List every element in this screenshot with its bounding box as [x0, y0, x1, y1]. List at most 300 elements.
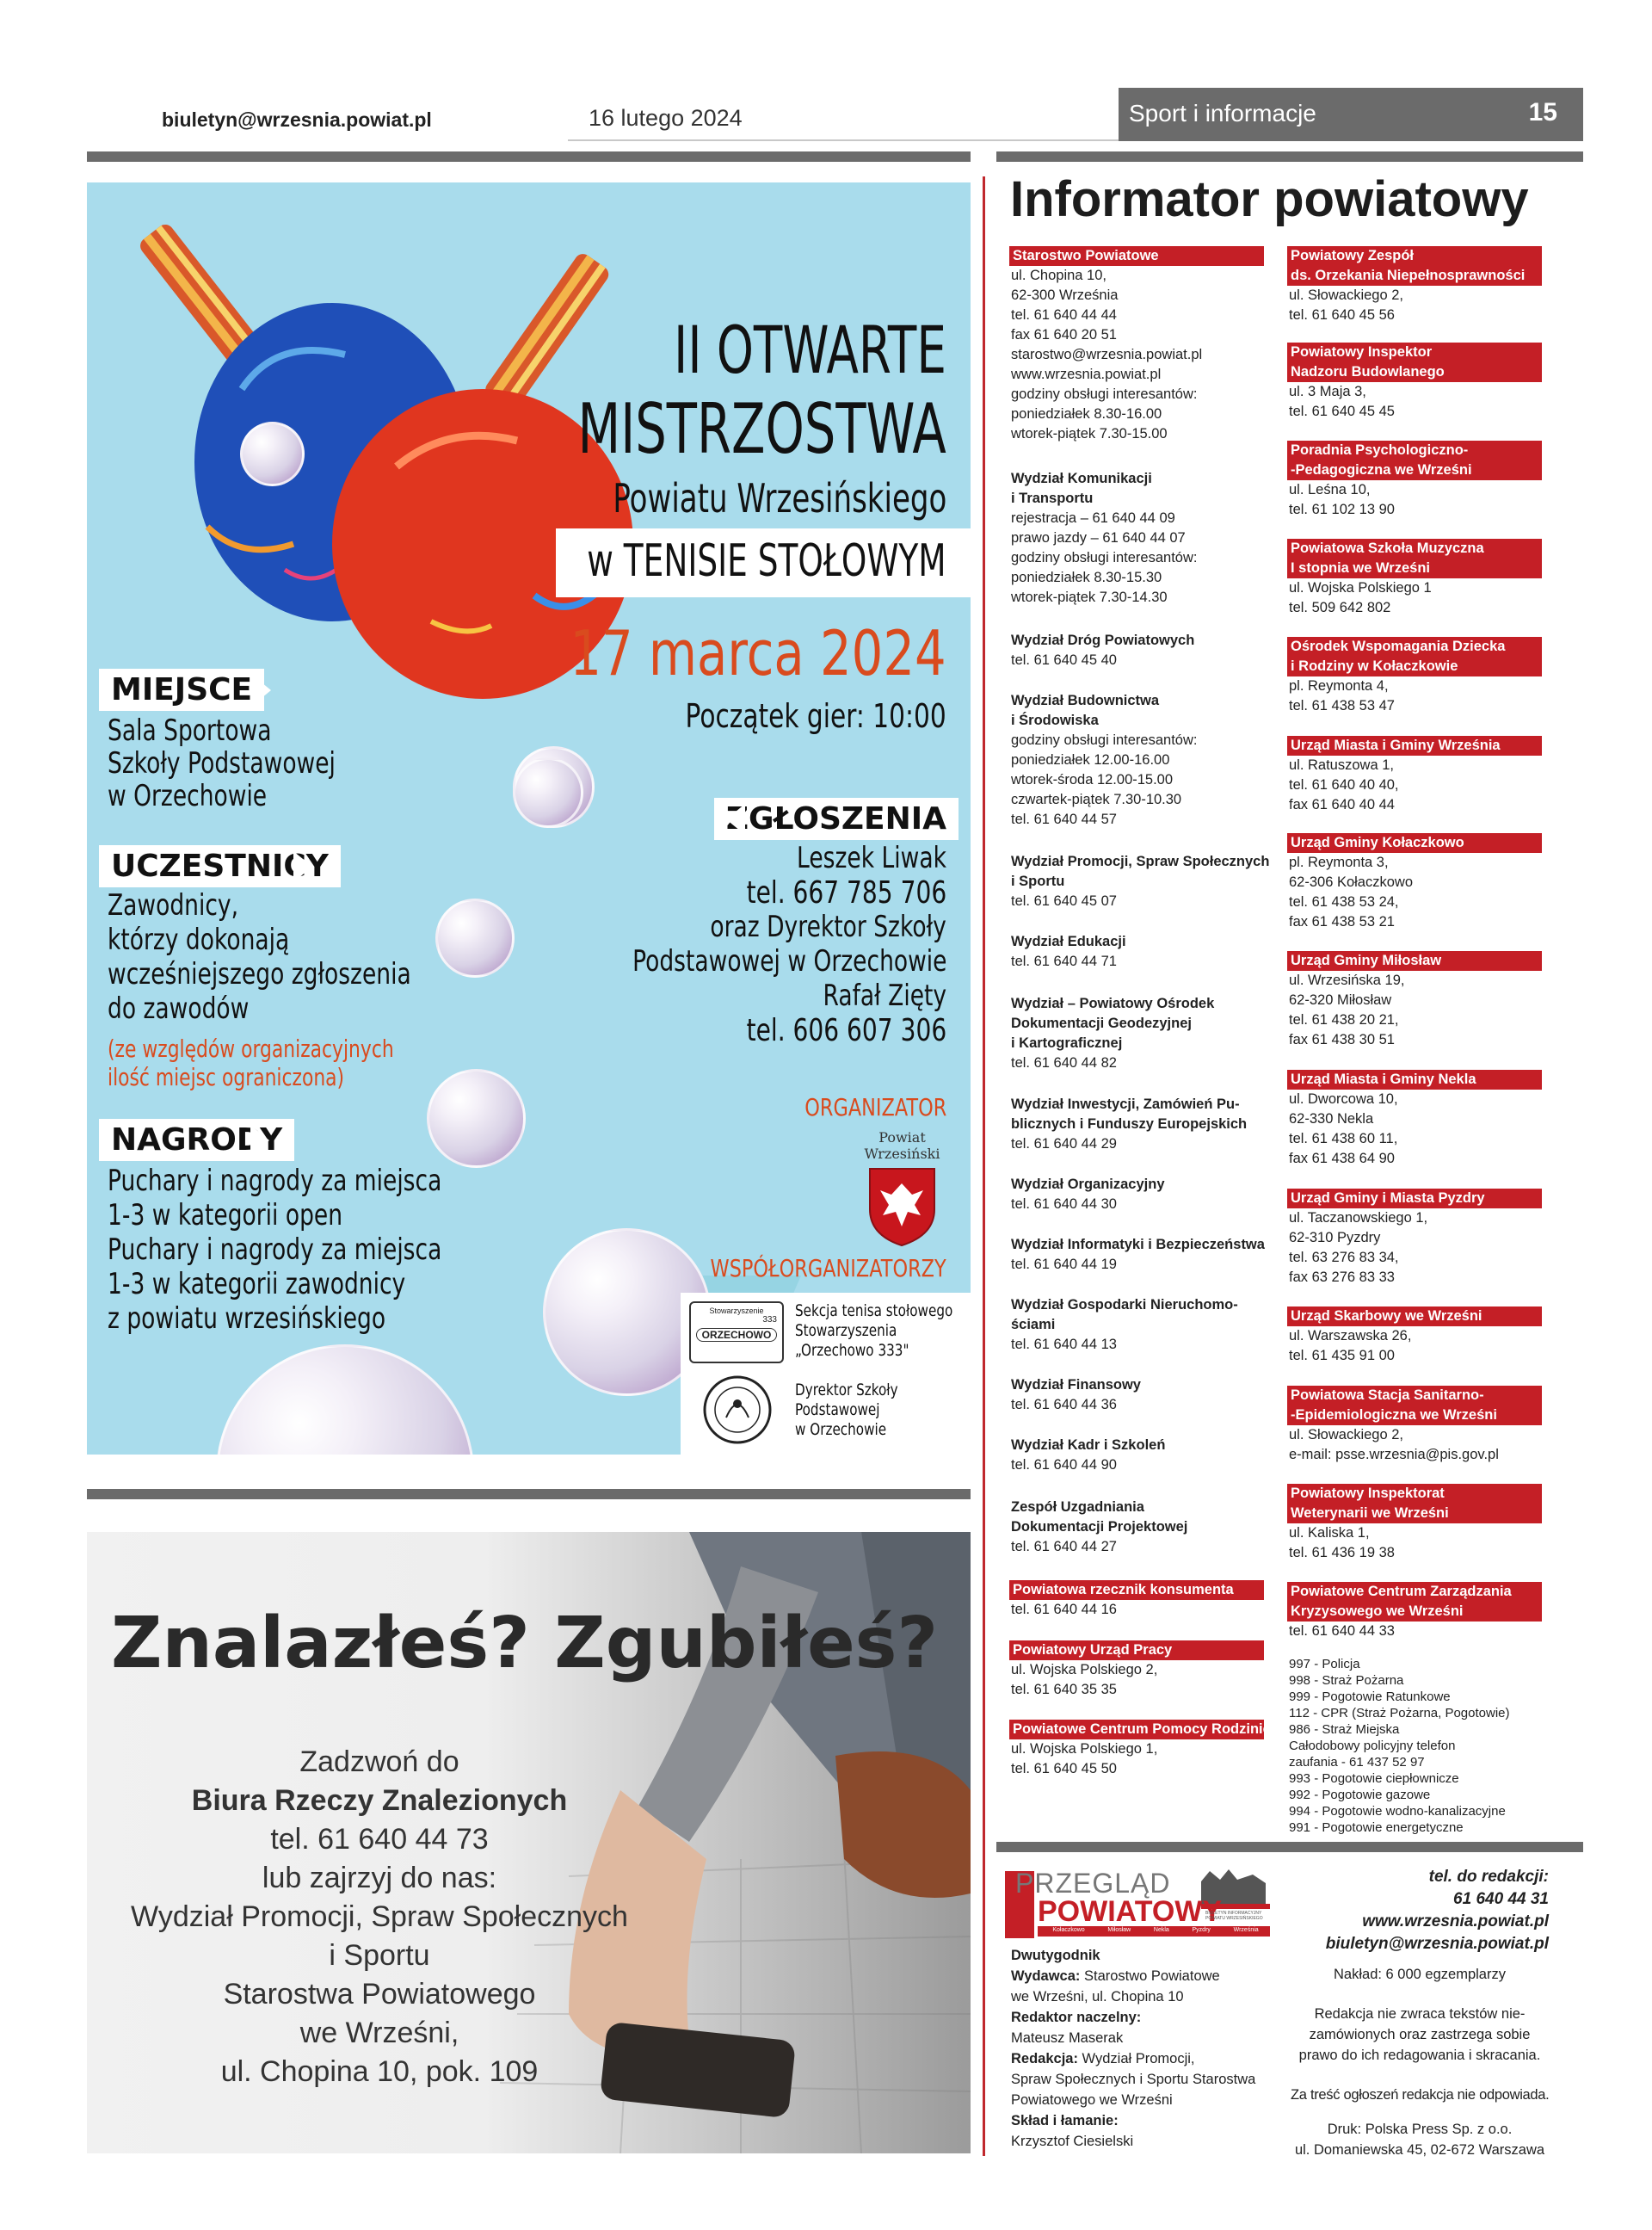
header-rule — [568, 139, 1119, 141]
entry-heading-text: Wydział Informatyki i Bezpieczeństwa — [1011, 1237, 1265, 1252]
entry-line[interactable]: www.wrzesnia.powiat.pl — [1011, 367, 1162, 382]
masthead-value: Powiatowego we Wrześni — [1011, 2092, 1173, 2108]
disclaimer-line: zamówionych oraz zastrzega sobie — [1309, 2027, 1531, 2042]
participants-label: UCZESTNICY — [99, 845, 341, 887]
entry-heading-text: Powiatowy Urząd Pracy — [1009, 1640, 1264, 1660]
emergency-numbers — [1289, 1656, 1510, 1836]
registration-line-2: tel. 667 785 706 — [746, 875, 946, 911]
entry-heading — [1011, 691, 1271, 711]
entry-heading — [1011, 872, 1271, 892]
entry-heading — [1289, 1386, 1549, 1405]
column-divider — [983, 176, 985, 2156]
masthead-line — [1011, 2069, 1255, 2090]
participants-line-3: wcześniejszego zgłoszenia — [108, 957, 411, 991]
entry-line: tel. 61 438 20 21, — [1289, 1012, 1399, 1028]
participants-label-arrow — [293, 851, 312, 882]
lost-line: tel. 61 640 44 73 — [270, 1823, 489, 1856]
entry-line: ul. Kaliska 1, — [1289, 1525, 1370, 1541]
prizes-label: NAGRODY — [99, 1119, 294, 1161]
masthead-label: Wydawca: — [1011, 1968, 1081, 1984]
header-email: biuletyn@wrzesnia.powiat.pl — [162, 108, 432, 131]
lost-line: ul. Chopina 10, pok. 109 — [220, 2055, 539, 2088]
entry-line: fax 61 438 30 51 — [1289, 1032, 1395, 1047]
entry-heading — [1289, 637, 1549, 657]
entry-line: tel. 61 640 44 19 — [1011, 1257, 1117, 1272]
entry-line: godziny obsługi interesantów: — [1011, 550, 1198, 565]
directory-entry — [1289, 1189, 1549, 1288]
informator-title: Informator powiatowy — [1010, 171, 1529, 227]
entry-line: 62-330 Nekla — [1289, 1111, 1374, 1127]
entry-line: ul. Dworcowa 10, — [1289, 1091, 1398, 1107]
entry-heading — [1011, 852, 1271, 872]
entry-line: ul. Wrzesińska 19, — [1289, 973, 1405, 988]
entry-line: tel. 61 640 44 27 — [1011, 1539, 1117, 1554]
masthead-value: Mateusz Maserak — [1011, 2030, 1124, 2046]
emergency-line: Całodobowy policyjny telefon — [1289, 1739, 1456, 1753]
participants-line-2: którzy dokonają — [108, 923, 290, 957]
masthead-value: Spraw Społecznych i Sportu Starostwa — [1011, 2072, 1256, 2087]
entry-line: fax 61 438 64 90 — [1289, 1151, 1395, 1166]
poster-title-line4: w TENISIE STOŁOWYM — [587, 535, 946, 587]
directory-entry — [1289, 1306, 1549, 1366]
directory-entry — [1011, 1436, 1271, 1475]
entry-line: tel. 61 640 44 36 — [1011, 1397, 1117, 1412]
entry-line: tel. 61 640 45 07 — [1011, 893, 1117, 909]
entry-line: ul. Słowackiego 2, — [1289, 1427, 1403, 1442]
entry-heading — [1011, 1014, 1271, 1034]
entry-heading-text: Kryzysowego we Wrześni — [1287, 1602, 1542, 1622]
masthead-label: Dwutygodnik — [1011, 1948, 1100, 1963]
entry-heading-text: Wydział Gospodarki Nieruchomo- — [1011, 1297, 1238, 1313]
emergency-line: 998 - Straż Pożarna — [1289, 1673, 1404, 1688]
entry-heading — [1011, 1295, 1271, 1315]
coorg2-line-1: Dyrektor Szkoły — [795, 1381, 898, 1399]
entry-heading — [1011, 932, 1271, 952]
print-run: Nakład: 6 000 egzemplarzy — [1334, 1967, 1506, 1982]
masthead-line — [1011, 2048, 1255, 2069]
page-number: 15 — [1528, 98, 1557, 127]
entry-heading-text: ds. Orzekania Niepełnosprawności — [1287, 266, 1542, 286]
logo-town: Kołaczkowo — [1052, 1927, 1085, 1933]
registration-line-1: Leszek Liwak — [797, 841, 946, 875]
masthead-right — [1291, 1866, 1549, 2160]
participants-line-1: Zawodnicy, — [108, 888, 239, 923]
entry-heading — [1289, 1405, 1549, 1425]
printer-line: ul. Domaniewska 45, 02-672 Warszawa — [1294, 2142, 1545, 2158]
entry-heading — [1011, 1375, 1271, 1395]
directory-entry — [1011, 1580, 1271, 1620]
masthead-left — [1011, 1945, 1255, 2152]
directory-entry — [1289, 1070, 1549, 1169]
directory-entry — [1289, 539, 1549, 618]
entry-line: 62-310 Pyzdry — [1289, 1230, 1381, 1245]
directory-entry — [1289, 1484, 1549, 1563]
entry-heading — [1289, 343, 1549, 362]
entry-heading — [1011, 1315, 1271, 1335]
entry-heading — [1011, 1235, 1271, 1255]
entry-heading-text: Powiatowa rzecznik konsumenta — [1009, 1580, 1264, 1600]
masthead-value: we Wrześni, ul. Chopina 10 — [1011, 1989, 1184, 2005]
entry-heading-text: Wydział Edukacji — [1011, 934, 1126, 949]
tournament-poster — [87, 182, 971, 1455]
entry-heading — [1289, 1189, 1549, 1208]
entry-line: tel. 61 640 45 40 — [1011, 652, 1117, 668]
directory-entry — [1011, 1375, 1271, 1415]
entry-heading — [1289, 460, 1549, 480]
entry-line: tel. 61 640 44 44 — [1011, 307, 1117, 323]
emergency-line: 993 - Pogotowie ciepłownicze — [1289, 1771, 1459, 1786]
entry-line: tel. 509 642 802 — [1289, 600, 1391, 615]
entry-line: ul. Wojska Polskiego 1, — [1011, 1741, 1158, 1757]
logo-main: POWIATOWY — [1038, 1895, 1223, 1928]
entry-line: ul. Warszawska 26, — [1289, 1328, 1412, 1344]
entry-heading — [1011, 1034, 1271, 1053]
entry-heading-text: Wydział Budownictwa — [1011, 693, 1160, 708]
directory-entry — [1011, 1640, 1271, 1700]
entry-line: tel. 61 438 53 24, — [1289, 894, 1399, 910]
entry-heading-text: Powiatowy Inspektorat — [1287, 1484, 1542, 1504]
directory-entry — [1011, 1095, 1271, 1154]
masthead-label: Redakcja: — [1011, 2051, 1078, 2066]
registration-line-3: oraz Dyrektor Szkoły — [710, 910, 946, 944]
masthead-value: Krzysztof Ciesielski — [1011, 2134, 1134, 2149]
coorg1-logo — [689, 1301, 784, 1363]
entry-line: tel. 61 640 44 57 — [1011, 812, 1117, 827]
directory-entry — [1289, 1582, 1549, 1641]
bubble-4 — [435, 899, 515, 978]
registration-line-6: tel. 606 607 306 — [746, 1013, 946, 1048]
masthead-line — [1011, 2007, 1255, 2028]
lost-line: lub zajrzyj do nas: — [262, 1862, 497, 1894]
emergency-line: 992 - Pogotowie gazowe — [1289, 1788, 1431, 1802]
entry-heading — [1289, 539, 1549, 559]
entry-line: 62-300 Września — [1011, 287, 1119, 303]
entry-heading — [1011, 246, 1271, 266]
entry-line: ul. Ratuszowa 1, — [1289, 757, 1394, 773]
directory-entry — [1011, 994, 1271, 1073]
masthead-line — [1011, 2090, 1255, 2110]
entry-line: wtorek-środa 12.00-15.00 — [1011, 772, 1174, 788]
lost-line: Zadzwoń do — [299, 1745, 459, 1778]
disclaimer-line: prawo do ich redagowania i skracania. — [1298, 2048, 1541, 2063]
entry-line: ul. 3 Maja 3, — [1289, 384, 1366, 399]
masthead-line — [1011, 1966, 1255, 1986]
participants-note-1: (ze względów organizacyjnych — [108, 1035, 394, 1063]
entry-heading — [1289, 246, 1549, 266]
entry-line: ul. Leśna 10, — [1289, 482, 1371, 497]
organizer-label: ORGANIZATOR — [804, 1093, 946, 1121]
entry-heading-text: -Epidemiologiczna we Wrześni — [1287, 1405, 1542, 1425]
organizer-logo-text: Powiat Wrzesiński — [864, 1129, 940, 1162]
entry-line: tel. 61 640 44 16 — [1011, 1602, 1117, 1617]
participants-line-4: do zawodów — [108, 991, 250, 1026]
coorg2-line-2: Podstawowej — [795, 1400, 880, 1419]
entry-line: rejestracja – 61 640 44 09 — [1011, 510, 1175, 526]
directory-entry — [1011, 1175, 1271, 1214]
directory-entry — [1289, 343, 1549, 422]
entry-heading-text: Wydział Finansowy — [1011, 1377, 1141, 1393]
entry-heading-text: Wydział Komunikacji — [1011, 471, 1152, 486]
entry-line: tel. 61 438 53 47 — [1289, 698, 1395, 713]
entry-heading — [1011, 1095, 1271, 1115]
left-top-bar — [87, 151, 971, 162]
logo-town: Pyzdry — [1192, 1927, 1211, 1933]
entry-heading-text: Wydział Inwestycji, Zamówień Pu- — [1011, 1096, 1240, 1112]
registration-line-5: Rafał Zięty — [823, 979, 946, 1013]
coorg1-logo-main: ORZECHOWO — [696, 1328, 777, 1342]
directory-entry — [1011, 852, 1271, 911]
entry-line: pl. Reymonta 4, — [1289, 678, 1389, 694]
coorg1-line-2: Stowarzyszenia — [795, 1321, 897, 1340]
logo-town: Nekla — [1153, 1927, 1169, 1933]
entry-heading-text: ściami — [1011, 1317, 1056, 1332]
entry-heading-text: Powiatowe Centrum Zarządzania — [1287, 1582, 1542, 1602]
disclaimer-line: Redakcja nie zwraca tekstów nie- — [1314, 2006, 1526, 2022]
prizes-line-1: Puchary i nagrody za miejsca — [108, 1164, 442, 1198]
ads-note: Za treść ogłoszeń redakcja nie odpowiada. — [1291, 2087, 1550, 2103]
entry-line: poniedziałek 12.00-16.00 — [1011, 752, 1170, 768]
przeglad-powiatowy-logo — [1003, 1864, 1279, 1943]
entry-heading-text: Starostwo Powiatowe — [1009, 246, 1264, 266]
poster-start-time: Początek gier: 10:00 — [685, 697, 946, 735]
entry-heading-text: Urząd Miasta i Gminy Nekla — [1287, 1070, 1542, 1090]
entry-heading — [1011, 1115, 1271, 1134]
lost-line: we Wrześni, — [299, 2017, 459, 2049]
header-date: 16 lutego 2024 — [589, 105, 743, 131]
entry-line: ul. Chopina 10, — [1011, 268, 1106, 283]
directory-entry — [1289, 637, 1549, 716]
prizes-line-2: 1-3 w kategorii open — [108, 1198, 343, 1232]
directory-entry — [1011, 246, 1271, 444]
masthead-value: Wydział Promocji, — [1077, 2051, 1195, 2066]
entry-heading — [1289, 657, 1549, 676]
masthead-line — [1011, 2110, 1255, 2131]
entry-line: tel. 61 438 60 11, — [1289, 1131, 1398, 1146]
masthead-value: Starostwo Powiatowe — [1080, 1968, 1220, 1984]
lost-line-bold: Biura Rzeczy Znalezionych — [191, 1784, 568, 1817]
entry-line: tel. 61 640 44 71 — [1011, 954, 1117, 969]
emergency-line: 986 - Straż Miejska — [1289, 1722, 1400, 1737]
entry-heading-text: Weterynarii we Wrześni — [1287, 1504, 1542, 1523]
entry-line: tel. 63 276 83 34, — [1289, 1250, 1399, 1265]
emergency-line: 994 - Pogotowie wodno-kanalizacyjne — [1289, 1804, 1506, 1819]
right-top-bar — [996, 151, 1583, 162]
entry-heading — [1289, 1306, 1549, 1326]
lost-line: Starostwa Powiatowego — [223, 1978, 536, 2011]
entry-heading-text: Urząd Miasta i Gminy Września — [1287, 736, 1542, 756]
entry-line: wtorek-piątek 7.30-14.30 — [1011, 590, 1168, 605]
directory-entry — [1289, 441, 1549, 520]
entry-heading-text: Zespół Uzgadniania — [1011, 1499, 1144, 1515]
entry-heading-text: i Kartograficznej — [1011, 1035, 1123, 1051]
contact-phone: 61 640 44 31 — [1453, 1890, 1549, 1908]
entry-heading-text: Dokumentacji Projektowej — [1011, 1519, 1188, 1535]
left-mid-bar — [87, 1489, 971, 1499]
entry-line: tel. 61 640 40 40, — [1289, 777, 1399, 793]
lost-title: Znalazłeś? Zgubiłeś? — [111, 1603, 939, 1684]
entry-line: pl. Reymonta 3, — [1289, 855, 1389, 870]
entry-heading — [1011, 489, 1271, 509]
emergency-line: 991 - Pogotowie energetyczne — [1289, 1820, 1464, 1835]
entry-line[interactable]: e-mail: psse.wrzesnia@pis.gov.pl — [1289, 1447, 1499, 1462]
entry-line: tel. 61 640 35 35 — [1011, 1682, 1117, 1697]
entry-line: ul. Wojska Polskiego 1 — [1289, 580, 1432, 596]
entry-line: ul. Wojska Polskiego 2, — [1011, 1662, 1158, 1677]
entry-heading-text: Urząd Gminy Kołaczkowo — [1287, 833, 1542, 853]
poster-title-line1: II OTWARTE — [674, 312, 946, 388]
place-line-2: Szkoły Podstawowej — [108, 746, 336, 781]
bubble-5 — [427, 1069, 526, 1168]
entry-line: poniedziałek 8.30-16.00 — [1011, 406, 1162, 422]
place-line-1: Sala Sportowa — [108, 713, 272, 748]
entry-heading-text: Powiatowa Szkoła Muzyczna — [1287, 539, 1542, 559]
registration-line-4: Podstawowej w Orzechowie — [632, 944, 946, 979]
entry-heading — [1289, 559, 1549, 578]
entry-line: czwartek-piątek 7.30-10.30 — [1011, 792, 1182, 807]
prizes-label-arrow — [250, 1125, 269, 1156]
directory-entry — [1289, 951, 1549, 1050]
masthead-line — [1011, 1986, 1255, 2007]
masthead-label: Skład i łamanie: — [1011, 2113, 1119, 2128]
entry-line: tel. 61 102 13 90 — [1289, 502, 1395, 517]
logo-towns — [1041, 1927, 1270, 1933]
entry-heading — [1289, 1484, 1549, 1504]
prizes-line-3: Puchary i nagrody za miejsca — [108, 1232, 442, 1267]
entry-heading-text: Wydział Dróg Powiatowych — [1011, 633, 1195, 648]
county-coat-of-arms-icon — [853, 1162, 952, 1248]
directory-entry — [1011, 631, 1271, 670]
directory-entry — [1289, 1386, 1549, 1465]
coorg1-logo-top: Stowarzyszenie — [709, 1306, 764, 1315]
entry-heading — [1289, 1602, 1549, 1622]
contact-www[interactable]: www.wrzesnia.powiat.pl — [1362, 1912, 1549, 1930]
emergency-line: 997 - Policja — [1289, 1657, 1360, 1671]
logo-town: Września — [1233, 1927, 1259, 1933]
entry-heading — [1289, 1070, 1549, 1090]
masthead-line — [1011, 1945, 1255, 1966]
poster-title-line3: Powiatu Wrzesińskiego — [612, 475, 946, 522]
directory-entry — [1011, 469, 1271, 608]
entry-line: fax 61 640 40 44 — [1289, 797, 1395, 812]
entry-line[interactable]: starostwo@wrzesnia.powiat.pl — [1011, 347, 1203, 362]
entry-line: wtorek-piątek 7.30-15.00 — [1011, 426, 1168, 442]
entry-heading-text: Urząd Gminy i Miasta Pyzdry — [1287, 1189, 1542, 1208]
entry-heading — [1011, 1720, 1271, 1739]
entry-line: poniedziałek 8.30-15.30 — [1011, 570, 1162, 585]
contact-email[interactable]: biuletyn@wrzesnia.powiat.pl — [1325, 1935, 1549, 1953]
entry-heading-text: i Sportu — [1011, 874, 1065, 889]
entry-heading-text: Wydział Promocji, Spraw Społecznych — [1011, 854, 1270, 869]
entry-heading — [1011, 1640, 1271, 1660]
entry-line: ul. Słowackiego 2, — [1289, 287, 1403, 303]
directory-entry — [1011, 1295, 1271, 1355]
entry-heading-text: Powiatowy Inspektor — [1287, 343, 1542, 362]
entry-heading — [1011, 1580, 1271, 1600]
entry-line: tel. 61 436 19 38 — [1289, 1545, 1395, 1560]
entry-line: fax 61 640 20 51 — [1011, 327, 1117, 343]
coorg1-line-3: „Orzechowo 333" — [795, 1341, 909, 1360]
poster-title-line2: MISTRZOSTWA — [577, 389, 946, 469]
entry-heading-text: Powiatowy Zespół — [1287, 246, 1542, 266]
entry-heading-text: I stopnia we Wrześni — [1287, 559, 1542, 578]
directory-entry — [1289, 833, 1549, 932]
entry-line: 62-306 Kołaczkowo — [1289, 874, 1414, 890]
entry-line: fax 61 438 53 21 — [1289, 914, 1395, 930]
masthead-line — [1011, 2131, 1255, 2152]
entry-heading-text: i Transportu — [1011, 491, 1094, 506]
entry-heading-text: -Pedagogiczna we Wrześni — [1287, 460, 1542, 480]
entry-heading — [1289, 266, 1549, 286]
directory-entry — [1011, 1498, 1271, 1557]
coorg1-line-1: Sekcja tenisa stołowego — [795, 1301, 953, 1320]
entry-heading — [1289, 736, 1549, 756]
emergency-line: 999 - Pogotowie Ratunkowe — [1289, 1689, 1451, 1704]
emergency-line: 112 - CPR (Straż Pożarna, Pogotowie) — [1289, 1706, 1510, 1720]
entry-heading — [1011, 1436, 1271, 1455]
entry-heading — [1011, 1498, 1271, 1517]
section-banner — [1119, 88, 1583, 141]
logo-town: Miłosław — [1107, 1927, 1131, 1933]
logo-top: PRZEGLĄD — [1015, 1868, 1171, 1899]
entry-line: tel. 61 640 44 82 — [1011, 1055, 1117, 1071]
masthead-label: Redaktor naczelny: — [1011, 2010, 1142, 2025]
place-label-arrow — [252, 675, 271, 706]
school-seal-icon — [702, 1374, 773, 1445]
entry-line: tel. 61 640 44 30 — [1011, 1196, 1117, 1212]
registration-label-arrow — [726, 804, 745, 835]
entry-heading — [1011, 631, 1271, 651]
entry-heading-text: Poradnia Psychologiczno- — [1287, 441, 1542, 460]
entry-heading — [1289, 951, 1549, 971]
bubble-1 — [240, 422, 305, 486]
coorg2-line-3: w Orzechowie — [795, 1420, 887, 1439]
entry-line: tel. 61 640 45 45 — [1289, 404, 1395, 419]
entry-line: tel. 61 640 44 90 — [1011, 1457, 1117, 1473]
entry-heading — [1011, 1175, 1271, 1195]
poster-event-date: 17 marca 2024 — [570, 617, 946, 689]
place-line-3: w Orzechowie — [108, 779, 268, 813]
coorganizers-label: WSPÓŁORGANIZATORZY — [710, 1254, 946, 1282]
registration-label: ZGŁOSZENIA — [714, 798, 959, 840]
entry-line: fax 63 276 83 33 — [1289, 1269, 1395, 1285]
entry-heading — [1011, 994, 1271, 1014]
organizer-logo — [853, 1129, 952, 1245]
directory-entry — [1011, 691, 1271, 830]
directory-entry — [1011, 932, 1271, 972]
directory-entry — [1011, 1720, 1271, 1779]
entry-heading-text: Nadzoru Budowlanego — [1287, 362, 1542, 382]
entry-heading-text: i Środowiska — [1011, 713, 1099, 728]
directory-entry — [1289, 246, 1549, 325]
entry-line: tel. 61 640 45 50 — [1011, 1761, 1117, 1776]
entry-heading-text: Ośrodek Wspomagania Dziecka — [1287, 637, 1542, 657]
entry-line: godziny obsługi interesantów: — [1011, 386, 1198, 402]
right-footer-bar — [996, 1842, 1583, 1852]
lost-and-found-ad — [87, 1532, 971, 2153]
entry-heading — [1011, 469, 1271, 489]
entry-heading-text: Wydział Kadr i Szkoleń — [1011, 1437, 1166, 1453]
entry-heading-text: Wydział – Powiatowy Ośrodek — [1011, 996, 1215, 1011]
directory-entry — [1011, 1235, 1271, 1275]
prizes-line-5: z powiatu wrzesińskiego — [108, 1301, 386, 1336]
entry-heading — [1289, 1582, 1549, 1602]
entry-line: tel. 61 640 44 29 — [1011, 1136, 1117, 1152]
printer-line: Druk: Polska Press Sp. z o.o. — [1327, 2122, 1513, 2137]
entry-heading — [1289, 362, 1549, 382]
place-label: MIEJSCE — [99, 669, 264, 711]
entry-heading-text: Wydział Organizacyjny — [1011, 1177, 1165, 1192]
entry-heading — [1289, 1504, 1549, 1523]
